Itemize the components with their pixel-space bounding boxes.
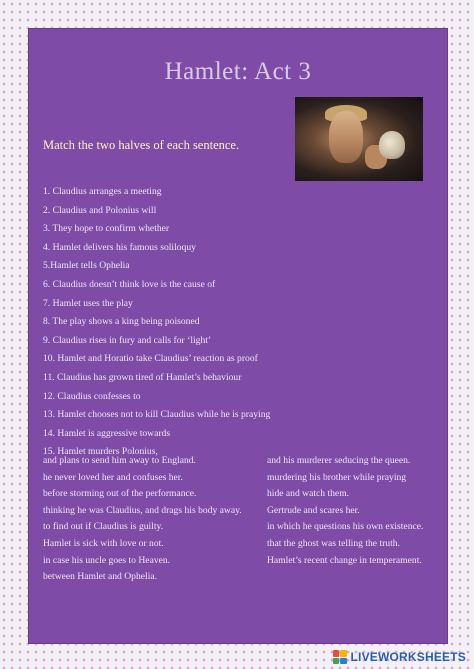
photo-face bbox=[329, 111, 363, 163]
sentence-beginning: 4. Hamlet delivers his famous soliloquy bbox=[43, 241, 196, 253]
sentence-beginnings-list bbox=[43, 183, 270, 462]
sentence-beginning: 2. Claudius and Polonius will bbox=[43, 204, 157, 216]
sentence-endings-left-column bbox=[43, 453, 242, 586]
liveworksheets-brand[interactable]: LIVEWORKSHEETS bbox=[350, 650, 466, 664]
sentence-beginning: 11. Claudius has grown tired of Hamlet’s behaviour bbox=[43, 371, 242, 383]
page-title: Hamlet: Act 3 bbox=[164, 58, 312, 85]
skull-icon bbox=[379, 131, 405, 159]
sentence-beginning: 8. The play shows a king being poisoned bbox=[43, 316, 200, 328]
instructions-text: Match the two halves of each sentence. bbox=[43, 138, 240, 152]
liveworksheets-footer[interactable] bbox=[333, 648, 466, 666]
sentence-ending[interactable]: thinking he was Claudius, and drags his body away. bbox=[43, 504, 242, 516]
sentence-beginning: 5.Hamlet tells Ophelia bbox=[43, 260, 130, 272]
sentence-beginning: 13. Hamlet chooses not to kill Claudius while he is praying bbox=[43, 409, 271, 421]
sentence-ending[interactable]: Hamlet’s recent change in temperament. bbox=[267, 554, 422, 566]
sentence-ending[interactable]: to find out if Claudius is guilty. bbox=[43, 521, 164, 533]
sentence-ending[interactable]: in case his uncle goes to Heaven. bbox=[43, 554, 171, 566]
liveworksheets-logo-icon bbox=[333, 650, 347, 664]
sentence-ending[interactable]: he never loved her and confuses her. bbox=[43, 471, 183, 483]
sentence-ending[interactable]: and his murderer seducing the queen. bbox=[267, 455, 411, 466]
sentence-endings-right-column bbox=[267, 453, 423, 569]
sentence-beginning: 6. Claudius doesn’t think love is the cause of bbox=[43, 278, 216, 290]
sentence-beginning: 3. They hope to confirm whether bbox=[43, 223, 170, 235]
sentence-ending[interactable]: in which he questions his own existence. bbox=[267, 521, 424, 533]
sentence-ending[interactable]: before storming out of the performance. bbox=[43, 488, 197, 500]
sentence-beginning: 10. Hamlet and Horatio take Claudius’ reaction as proof bbox=[43, 353, 258, 365]
sentence-beginning: 15. Hamlet murders Polonius, bbox=[43, 446, 158, 458]
sentence-ending[interactable]: between Hamlet and Ophelia. bbox=[43, 571, 158, 583]
sentence-beginning: 12. Claudius confesses to bbox=[43, 390, 141, 402]
sentence-ending[interactable]: Hamlet is sick with love or not. bbox=[43, 537, 164, 549]
sentence-beginning: 7. Hamlet uses the play bbox=[43, 297, 133, 309]
worksheet-panel bbox=[28, 28, 448, 644]
sentence-beginning: 9. Claudius rises in fury and calls for ‘light’ bbox=[43, 334, 212, 346]
sentence-beginning: 1. Claudius arranges a meeting bbox=[43, 186, 162, 197]
sentence-ending[interactable]: murdering his brother while praying bbox=[267, 471, 407, 483]
sentence-ending[interactable]: hide and watch them. bbox=[267, 488, 350, 500]
sentence-beginning: 14. Hamlet is aggressive towards bbox=[43, 427, 171, 439]
sentence-ending[interactable]: and plans to send him away to England. bbox=[43, 455, 196, 466]
sentence-ending[interactable]: Gertrude and scares her. bbox=[267, 504, 360, 516]
hamlet-skull-photo bbox=[295, 97, 423, 181]
sentence-ending[interactable]: that the ghost was telling the truth. bbox=[267, 537, 400, 549]
